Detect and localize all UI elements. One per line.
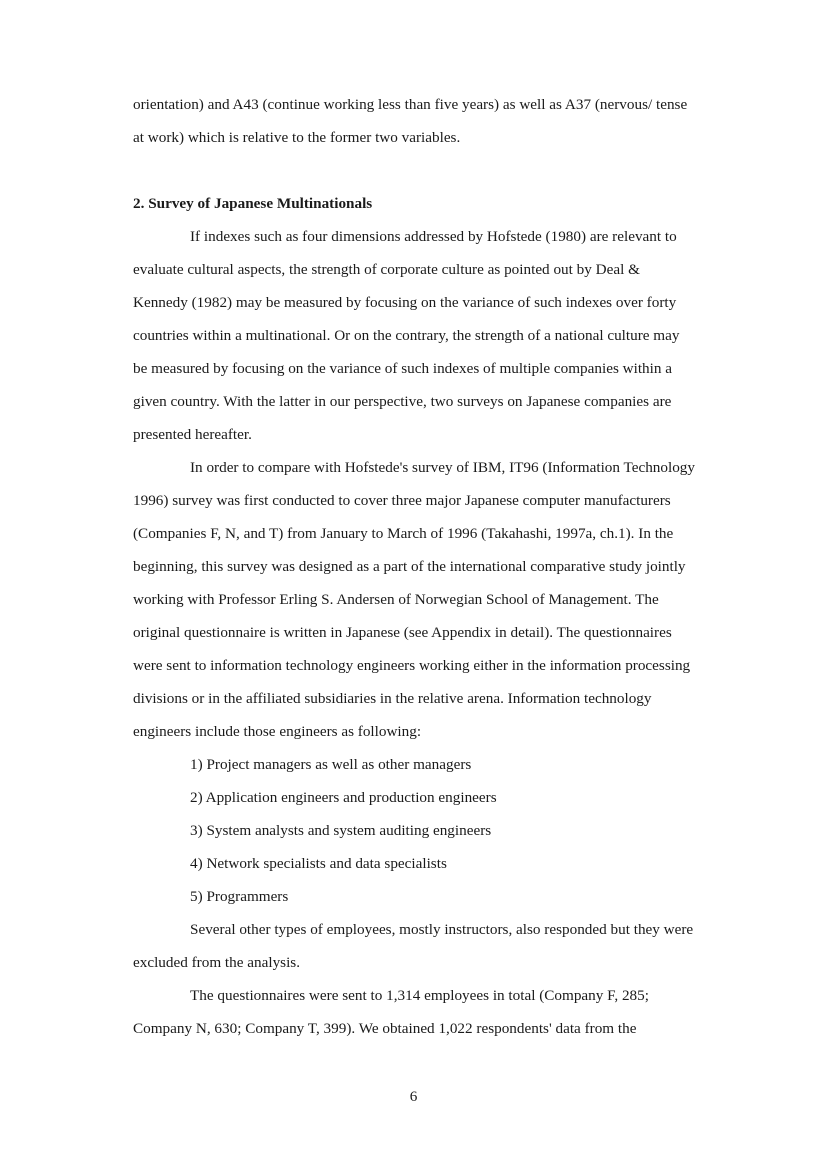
paragraph-line: be measured by focusing on the variance of such indexes of multiple companies within a	[133, 360, 673, 377]
page-number: 6	[409, 1088, 418, 1105]
paragraph-line: working with Professor Erling S. Andersen of Norwegian School of Management. The	[133, 591, 659, 608]
page-body	[133, 88, 753, 1045]
list-item: 1) Project managers as well as other managers	[190, 756, 472, 773]
text-line: orientation) and A43 (continue working less than five years) as well as A37 (nervous/ tense	[133, 96, 688, 113]
paragraph-line: beginning, this survey was designed as a part of the international comparative study jointly	[133, 558, 686, 575]
paragraph-line: Several other types of employees, mostly instructors, also responded but they were	[190, 921, 694, 938]
paragraph-line: Company N, 630; Company T, 399). We obtained 1,022 respondents' data from the	[133, 1020, 637, 1037]
list-item: 4) Network specialists and data specialists	[190, 855, 447, 872]
paragraph-line: In order to compare with Hofstede's survey of IBM, IT96 (Information Technology	[190, 459, 695, 476]
paragraph-line: were sent to information technology engineers working either in the information processing	[133, 657, 691, 674]
paragraph-line: excluded from the analysis.	[133, 954, 301, 971]
paragraph-line: engineers include those engineers as following:	[133, 723, 422, 740]
section-heading: 2. Survey of Japanese Multinationals	[133, 195, 373, 212]
paragraph-line: The questionnaires were sent to 1,314 employees in total (Company F, 285;	[190, 987, 649, 1004]
paragraph-line: If indexes such as four dimensions addressed by Hofstede (1980) are relevant to	[190, 228, 677, 245]
paragraph-line: presented hereafter.	[133, 426, 252, 443]
paragraph-line: Kennedy (1982) may be measured by focusing on the variance of such indexes over forty	[133, 294, 677, 311]
list-item: 5) Programmers	[190, 888, 289, 905]
paragraph-line: evaluate cultural aspects, the strength of corporate culture as pointed out by Deal &	[133, 261, 640, 278]
list-item: 2) Application engineers and production engineers	[190, 789, 497, 806]
paragraph-line: (Companies F, N, and T) from January to March of 1996 (Takahashi, 1997a, ch.1). In the	[133, 525, 674, 542]
paragraph-line: divisions or in the affiliated subsidiaries in the relative arena. Information technology	[133, 690, 652, 707]
paragraph-line: given country. With the latter in our perspective, two surveys on Japanese companies are	[133, 393, 672, 410]
paragraph-line: 1996) survey was first conducted to cover three major Japanese computer manufacturers	[133, 492, 671, 509]
paragraph-line: countries within a multinational. Or on the contrary, the strength of a national culture may	[133, 327, 680, 344]
list-item: 3) System analysts and system auditing engineers	[190, 822, 492, 839]
paragraph-line: original questionnaire is written in Japanese (see Appendix in detail). The questionnaires	[133, 624, 672, 641]
blank-line	[133, 154, 753, 187]
text-line: at work) which is relative to the former two variables.	[133, 129, 461, 146]
